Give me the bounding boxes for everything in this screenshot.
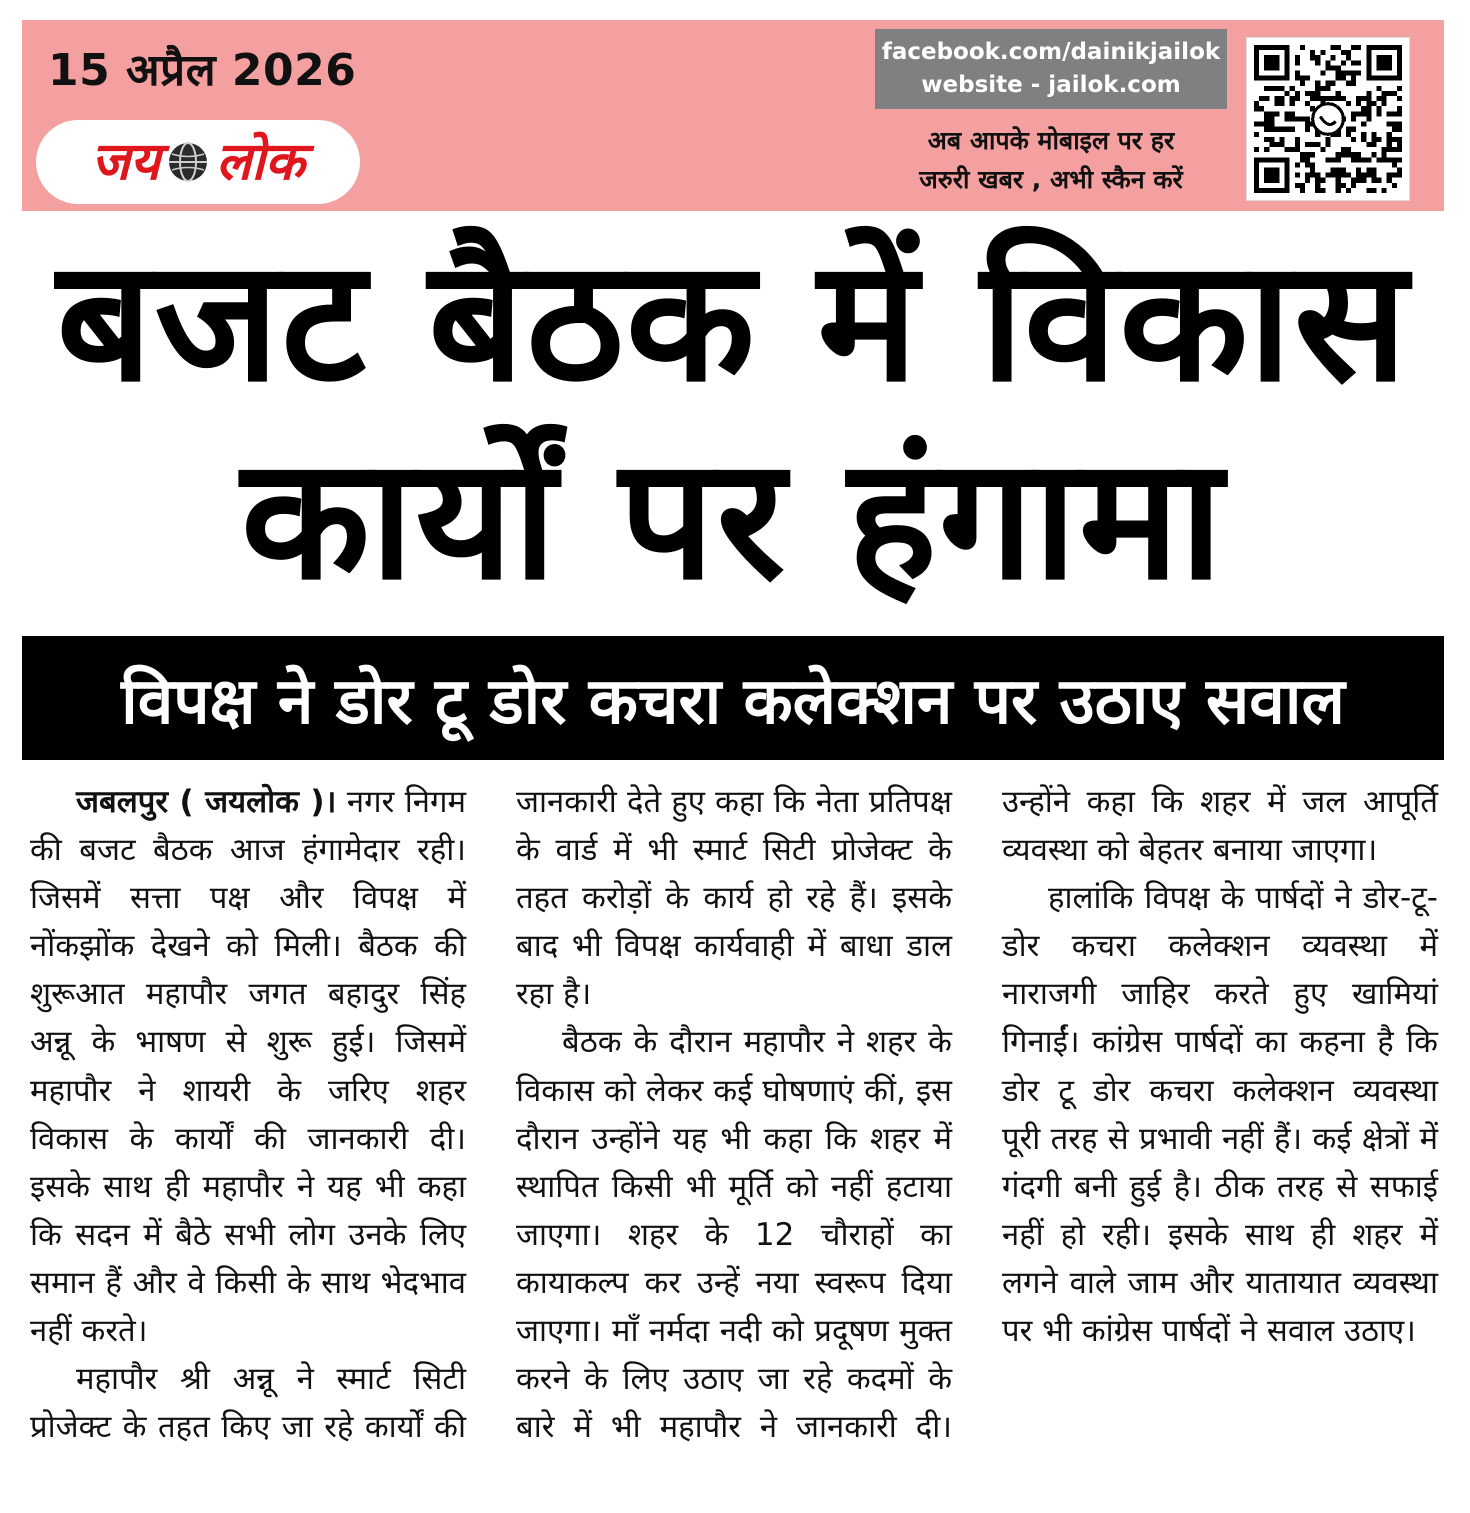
article-paragraph-3: बैठक के दौरान महापौर ने शहर के विकास को लेकर कई घोषणाएं कीं, इस दौरान उन्होंने यह भी कहा कि शहर में स्थापित किसी भी मूर्ति को नहीं हटाया जाएगा। शहर के 12 चौराहों का कायाकल्प कर उन्हें नया स्वरूप दिया जाएगा। माँ नर्मदा नदी को प्रदूषण मुक्त करने के लिए उठाए जा रहे कदमों के बारे में भी महापौर ने जानकारी दी। उन्होंने कहा कि शहर में जल आपूर्ति व्यवस्था को बेहतर बनाया जाएगा।	[516, 784, 1438, 1446]
qr-code-icon	[1254, 45, 1402, 193]
headline	[22, 222, 1444, 618]
headline-line-2: कार्यों पर हंगामा	[241, 421, 1225, 617]
article-body	[30, 778, 1438, 1498]
logo-word-lok: लोक	[216, 132, 305, 192]
newspaper-logo[interactable]	[36, 120, 360, 204]
subheadline: विपक्ष ने डोर टू डोर कचरा कलेक्शन पर उठाए सवाल	[22, 636, 1444, 760]
scan-prompt-line2: जरुरी खबर , अभी स्कैन करें	[919, 164, 1183, 194]
logo-word-jay: जय	[91, 132, 161, 192]
globe-icon	[166, 140, 210, 184]
article-paragraph-1	[30, 778, 466, 1355]
headline-line-1: बजट बैठक में विकास	[56, 223, 1410, 419]
dateline: जबलपुर ( जयलोक )।	[76, 784, 337, 820]
qr-code[interactable]	[1246, 37, 1410, 201]
issue-date: 15 अप्रैल 2026	[48, 45, 357, 96]
website-link[interactable]: website - jailok.com	[921, 72, 1181, 98]
scan-prompt	[875, 122, 1227, 200]
whatsapp-icon	[1313, 104, 1344, 135]
scan-prompt-line1: अब आपके मोबाइल पर हर	[927, 126, 1175, 155]
masthead	[22, 20, 1444, 211]
article-paragraph-2: महापौर श्री अन्नू ने स्मार्ट सिटी प्रोजेक्ट के तहत किए जा रहे कार्यों की जानकारी देते हुए कहा कि नेता प्रतिपक्ष के वार्ड में भी स्मार्ट सिटी प्रोजेक्ट के तहत करोड़ों के कार्य हो रहे हैं। इसके बाद भी विपक्ष कार्यवाही में बाधा डाल रहा है।	[30, 784, 952, 1446]
article-paragraph-4: हालांकि विपक्ष के पार्षदों ने डोर-टू-डोर कचरा कलेक्शन व्यवस्था में नाराजगी जाहिर करते हुए खामियां गिनाईं। कांग्रेस पार्षदों का कहना है कि डोर टू डोर कचरा कलेक्शन व्यवस्था पूरी तरह से प्रभावी नहीं हैं। कई क्षेत्रों में गंदगी बनी हुई है। ठीक तरह से सफाई नहीं हो रही। इसके साथ ही शहर में लगने वाले जाम और यातायात व्यवस्था पर भी कांग्रेस पार्षदों ने सवाल उठाए।	[1002, 880, 1438, 1350]
social-links-box	[875, 29, 1227, 109]
paragraph-1-text: नगर निगम की बजट बैठक आज हंगामेदार रही। जिसमें सत्ता पक्ष और विपक्ष में नोंकझोंक देखने को मिली। बैठक की शुरूआत महापौर जगत बहादुर सिंह अन्नू के भाषण से शुरू हुई। जिसमें महापौर ने शायरी के जरिए शहर विकास के कार्यों की जानकारी दी। इसके साथ ही महापौर ने यह भी कहा कि सदन में बैठे सभी लोग उनके लिए समान हैं और वे किसी के साथ भेदभाव नहीं करते।	[30, 784, 467, 1350]
facebook-link[interactable]: facebook.com/dainikjailok	[881, 38, 1221, 65]
